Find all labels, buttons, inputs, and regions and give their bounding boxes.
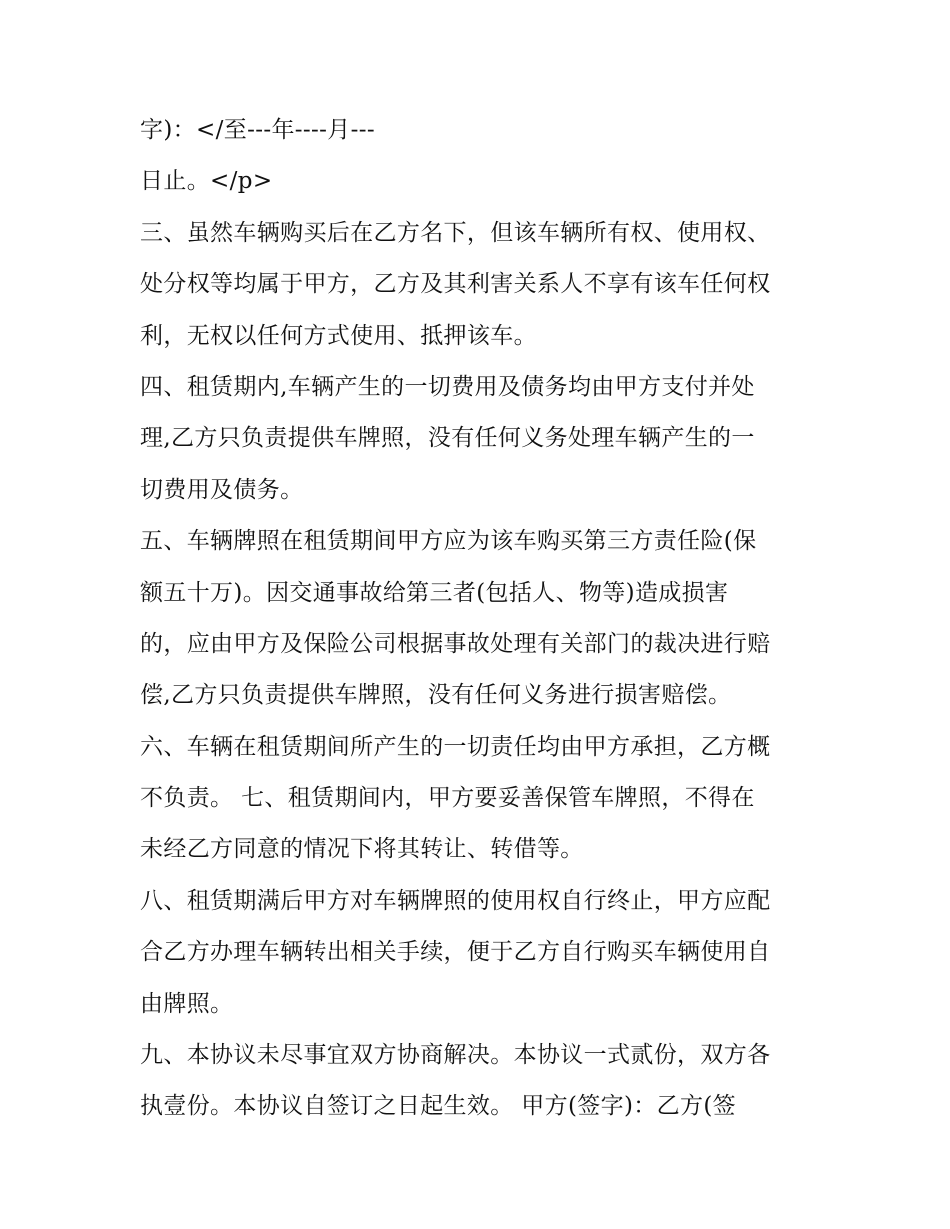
text-line: 处分权等均属于甲方，乙方及其利害关系人不享有该车任何权 <box>140 271 771 298</box>
text-line: 偿,乙方只负责提供车牌照，没有任何义务进行损害赔偿。 <box>140 682 732 709</box>
text-line: 不负责。 七、租赁期间内，甲方要妥善保管车牌照，不得在 <box>140 785 755 812</box>
text-line: 未经乙方同意的情况下将其转让、转借等。 <box>140 836 584 863</box>
text-line: 四、租赁期内,车辆产生的一切费用及债务均由甲方支付并处 <box>140 373 755 400</box>
text-line: 九、本协议未尽事宜双方协商解决。本协议一式贰份，双方各 <box>140 1042 771 1069</box>
text-line: 切费用及债务。 <box>140 476 304 503</box>
text-line: 执壹份。本协议自签订之日起生效。 甲方(签字)：乙方(签 <box>140 1093 737 1120</box>
text-line: 利，无权以任何方式使用、抵押该车。 <box>140 322 537 349</box>
text-line: 理,乙方只负责提供车牌照，没有任何义务处理车辆产生的一 <box>140 425 755 452</box>
text-line: 五、车辆牌照在租赁期间甲方应为该车购买第三方责任险(保 <box>140 528 757 555</box>
text-line: 额五十万)。因交通事故给第三者(包括人、物等)造成损害 <box>140 579 729 606</box>
text-line: 的，应由甲方及保险公司根据事故处理有关部门的裁决进行赔 <box>140 630 771 657</box>
text-line: 由牌照。 <box>140 990 234 1017</box>
text-line: 六、车辆在租赁期间所产生的一切责任均由甲方承担，乙方概 <box>140 733 771 760</box>
document-body <box>140 105 820 1133</box>
text-line: 三、虽然车辆购买后在乙方名下，但该车辆所有权、使用权、 <box>140 219 771 246</box>
text-line: 字)：</至---年----月--- <box>140 117 376 143</box>
text-line: 合乙方办理车辆转出相关手续，便于乙方自行购买车辆使用自 <box>140 939 771 966</box>
text-line: 八、租赁期满后甲方对车辆牌照的使用权自行终止，甲方应配 <box>140 887 771 914</box>
text-line: 日止。</p> <box>140 168 273 195</box>
